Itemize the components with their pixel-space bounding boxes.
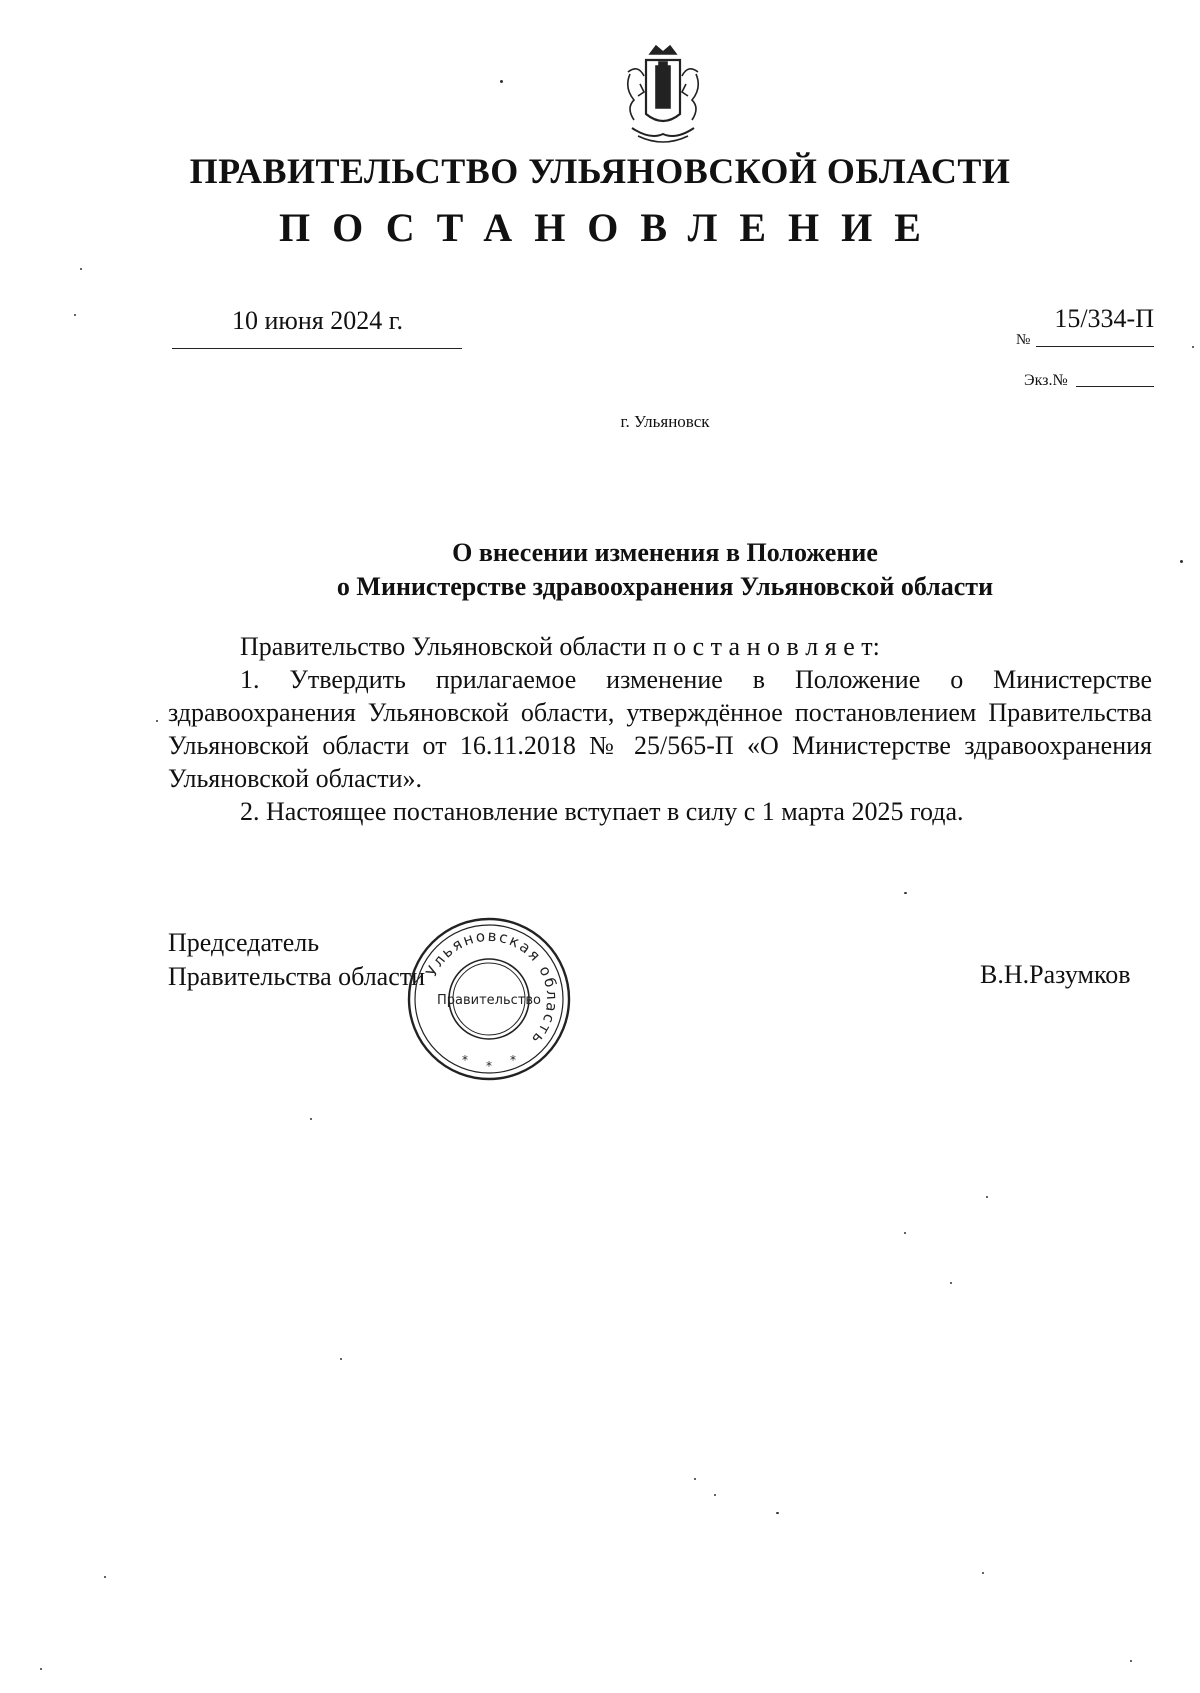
organization-title: ПРАВИТЕЛЬСТВО УЛЬЯНОВСКОЙ ОБЛАСТИ [189,151,1011,191]
scan-speck [340,1358,342,1360]
scan-speck [776,1512,779,1514]
coat-of-arms-icon [620,44,706,148]
signatory-title-line-2: Правительства области [168,962,426,991]
scan-speck [40,1668,42,1670]
preamble: Правительство Ульяновской области п о с т а н о в л я е т: [240,632,880,661]
seal-ring-text: Ульяновская область [422,926,562,1050]
copy-number-label: Экз.№ [1024,372,1068,389]
signatory-title [168,926,425,994]
document-body [168,630,1152,828]
signatory-name: В.Н.Разумков [980,960,1131,989]
scan-speck [156,720,158,722]
scan-speck [104,1576,106,1578]
scan-speck [694,1478,696,1480]
svg-text:*: * [462,1053,468,1067]
scan-speck [714,1494,716,1496]
svg-text:*: * [510,1053,516,1067]
scan-speck [80,268,82,270]
city-name: г. Ульяновск [620,412,710,431]
official-seal [404,914,574,1084]
scan-speck [986,1196,988,1198]
scan-speck [982,1572,984,1574]
document-subject [180,536,1150,604]
copy-number-line [1076,386,1154,387]
item-2: 2. Настоящее постановление вступает в силу с 1 марта 2025 года. [240,797,964,826]
document-number: 15/334-П [1054,304,1154,333]
date-field [172,306,462,349]
scan-speck [500,80,503,83]
number-field [1036,304,1154,347]
document-type-heading: ПОСТАНОВЛЕНИЕ [279,205,943,250]
seal-center-text: Правительство [437,993,541,1008]
document-date: 10 июня 2024 г. [232,306,403,335]
number-sign: № [1016,332,1031,348]
signatory-title-line-1: Председатель [168,928,320,957]
scan-speck [904,892,907,894]
scan-speck [310,1118,312,1120]
scan-speck [1180,560,1183,563]
subject-line-2: о Министерстве здравоохранения Ульяновской области [336,572,994,601]
item-1: 1. Утвердить прилагаемое изменение в Положение о Министерстве здравоохранения Ульяновской области, утверждённое постановлением Правительства Ульяновской области от 16.11.2018 № 25/565-П «О Министерстве здравоохранения Ульяновской области». [168,665,1152,793]
scan-speck [1192,346,1194,348]
subject-line-1: О внесении изменения в Положение [452,538,878,567]
scan-speck [904,1232,906,1234]
svg-text:*: * [486,1059,492,1073]
scan-speck [74,314,76,316]
scan-speck [1130,1660,1132,1662]
scan-speck [950,1282,952,1284]
